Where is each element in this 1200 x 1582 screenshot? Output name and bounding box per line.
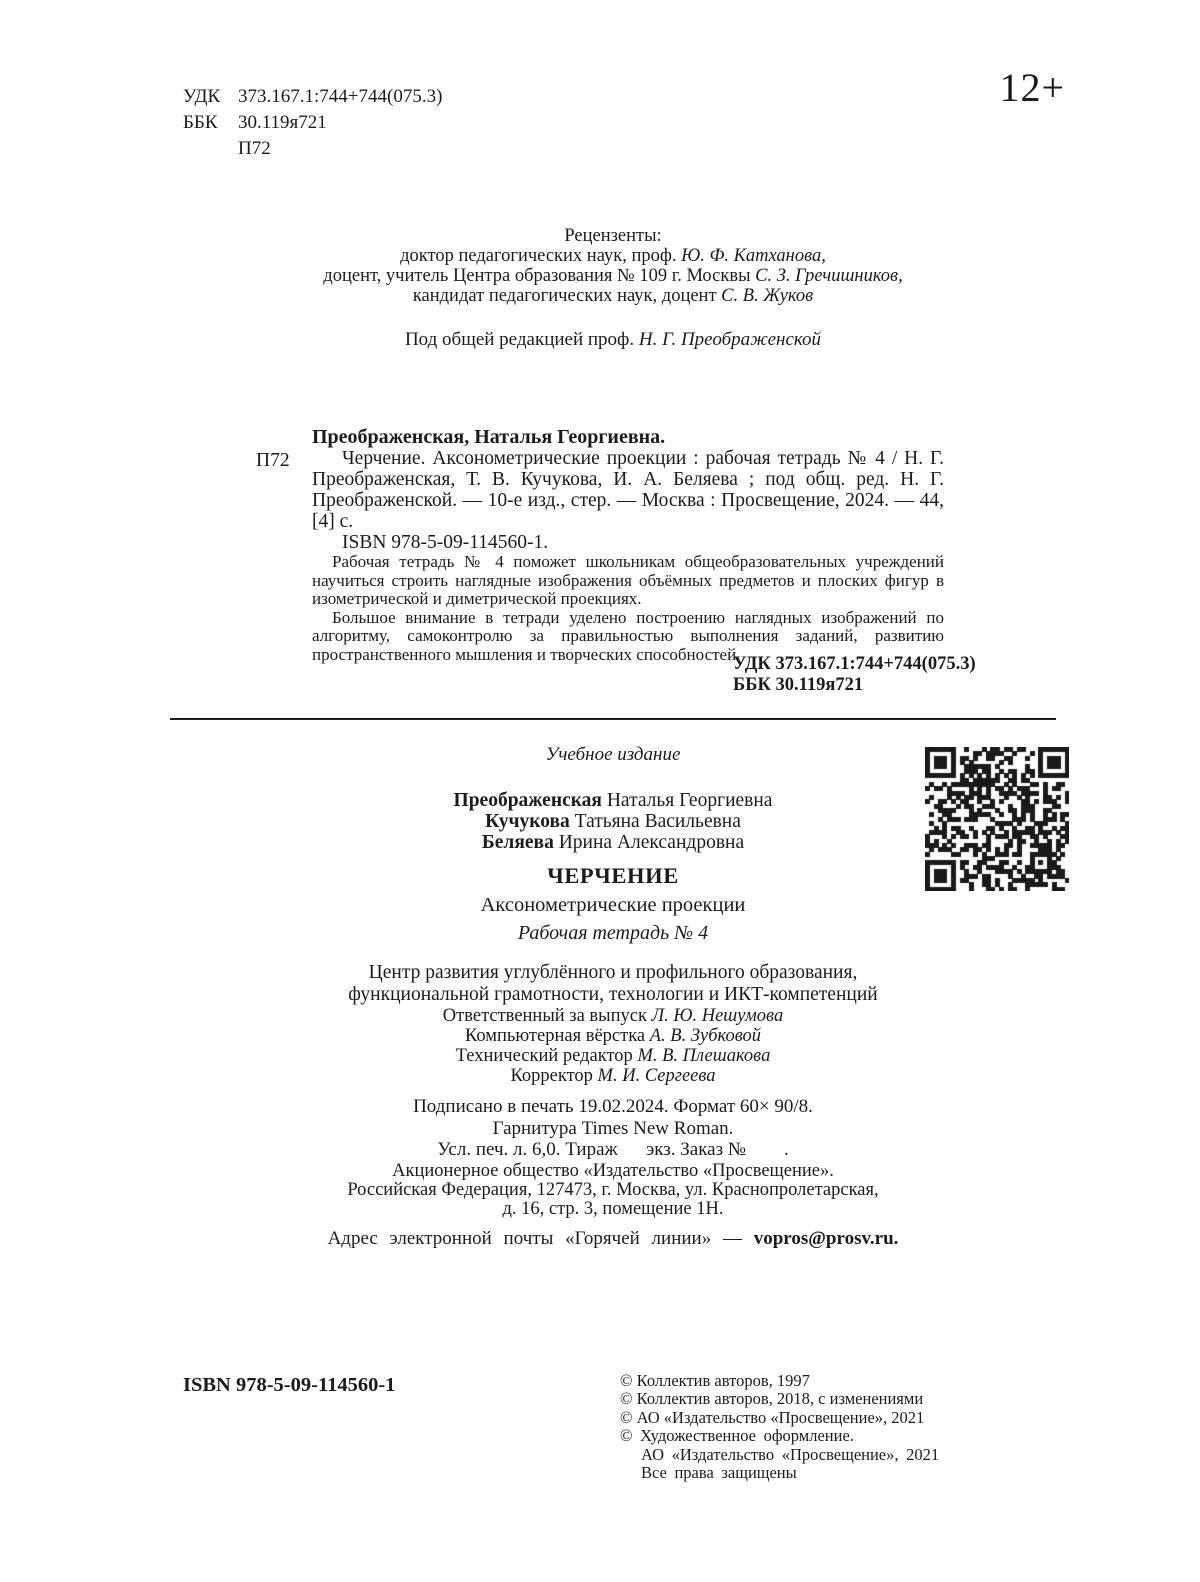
author-line bbox=[170, 811, 1056, 832]
copyright-line: © Коллектив авторов, 2018, с изменениями bbox=[620, 1389, 924, 1409]
qr-code bbox=[925, 747, 1069, 891]
divider-rule bbox=[170, 718, 1056, 720]
authors-code: П72 bbox=[238, 138, 271, 159]
author-given: Татьяна Васильевна bbox=[574, 811, 741, 832]
classification-codes bbox=[183, 84, 442, 162]
copyright-block bbox=[620, 1372, 939, 1482]
author-surname: Преображенская bbox=[453, 790, 602, 811]
udk-line: УДК 373.167.1:744+744(075.3) bbox=[733, 654, 976, 674]
author-given: Ирина Александровна bbox=[558, 832, 745, 853]
copyright-line: © Коллектив авторов, 1997 bbox=[620, 1371, 810, 1390]
editor-name: Н. Г. Преображенской bbox=[638, 329, 822, 350]
author-surname: Кучукова bbox=[485, 811, 570, 832]
catalog-card bbox=[312, 426, 944, 664]
reviewer-line: доктор педагогических наук, проф. Ю. Ф. Катханова, bbox=[400, 246, 826, 266]
author-line bbox=[170, 832, 1056, 853]
bbk-row bbox=[183, 110, 442, 136]
copyright-line: © Художественное оформление. bbox=[620, 1426, 854, 1446]
authors-code-row bbox=[183, 136, 442, 162]
general-editor-line: Под общей редакцией проф. Н. Г. Преображенской bbox=[404, 329, 822, 350]
annotation-paragraph: Большое внимание в тетради уделено построению наглядных изображений по алгоритму, самоконтролю за правильностью выполнения заданий, развитию пространственного мышления и творческих способностей. bbox=[312, 607, 944, 664]
staff-name: Л. Ю. Нешумова bbox=[651, 1006, 784, 1026]
publisher-line: Российская Федерация, 127473, г. Москва, ул. Краснопролетарская, bbox=[347, 1180, 879, 1200]
staff-line: Компьютерная вёрстка А. В. Зубковой bbox=[464, 1026, 762, 1046]
reviewer-line: доцент, учитель Центра образования № 109 г. Москвы С. З. Гречишников, bbox=[323, 266, 903, 286]
hotline-email: vopros@prosv.ru. bbox=[753, 1228, 899, 1249]
publisher-address bbox=[170, 1162, 1056, 1219]
catalog-card-isbn: ISBN 978-5-09-114560-1. bbox=[342, 532, 549, 553]
bbk-label: ББК bbox=[183, 112, 218, 133]
udk-bbk-block bbox=[733, 654, 976, 696]
print-line: Подписано в печать 19.02.2024. Формат 60× 90/8. bbox=[413, 1096, 813, 1117]
author-surname: Беляева bbox=[481, 832, 554, 853]
udk-value: 373.167.1:744+744(075.3) bbox=[238, 86, 443, 107]
reviewer-name: С. В. Жуков bbox=[721, 286, 814, 306]
catalog-card-author: Преображенская, Наталья Георгиевна. bbox=[312, 426, 666, 448]
reviewer-name: С. З. Гречишников, bbox=[755, 266, 903, 286]
print-line: Усл. печ. л. 6,0. Тираж экз. Заказ № . bbox=[437, 1139, 789, 1160]
age-rating-badge: 12+ bbox=[999, 65, 1065, 110]
print-line: Гарнитура Times New Roman. bbox=[492, 1117, 734, 1139]
department-block bbox=[170, 962, 1056, 1006]
staff-block bbox=[170, 1006, 1056, 1086]
edition-type: Учебное издание bbox=[545, 744, 681, 765]
authors-block bbox=[170, 790, 1056, 853]
reviewers-heading: Рецензенты: bbox=[564, 226, 662, 246]
staff-name: М. В. Плешакова bbox=[637, 1046, 771, 1066]
bbk-line: ББК 30.119я721 bbox=[733, 675, 864, 695]
book-title: ЧЕРЧЕНИЕ bbox=[547, 863, 679, 888]
staff-name: А. В. Зубковой bbox=[649, 1026, 762, 1046]
copyright-line: АО «Издательство «Просвещение», 2021 bbox=[641, 1444, 940, 1464]
staff-name: М. И. Сергеева bbox=[597, 1066, 716, 1086]
department-line: функциональной грамотности, технологии и ИКТ-компетенций bbox=[348, 984, 878, 1005]
reviewer-line: кандидат педагогических наук, доцент С. В. Жуков bbox=[412, 286, 814, 306]
author-line bbox=[170, 790, 1056, 811]
hotline-email-line: Адрес электронной почты «Горячей линии» — vopros@prosv.ru. bbox=[327, 1228, 899, 1249]
staff-line: Корректор М. И. Сергеева bbox=[510, 1066, 716, 1086]
publisher-line: Акционерное общество «Издательство «Просвещение». bbox=[392, 1161, 834, 1181]
print-info bbox=[170, 1096, 1056, 1161]
publisher-line: д. 16, стр. 3, помещение 1Н. bbox=[502, 1199, 724, 1219]
book-subtitle: Аксонометрические проекции bbox=[480, 894, 746, 916]
udk-label: УДК bbox=[183, 86, 221, 107]
department-line: Центр развития углублённого и профильного образования, bbox=[368, 962, 858, 983]
staff-line: Технический редактор М. В. Плешакова bbox=[455, 1046, 771, 1066]
catalog-card-description: Черчение. Аксонометрические проекции : рабочая тетрадь № 4 / Н. Г. Преображенская, Т. В. Кучукова, И. А. Беляева ; под общ. ред. Н. Г. Преображенской. — 10-е изд., стер. — Москва : Просвещение, 2024. — 44, [4] с. bbox=[312, 448, 944, 532]
copyright-line: © АО «Издательство «Просвещение», 2021 bbox=[620, 1407, 925, 1427]
annotation-paragraph: Рабочая тетрадь № 4 поможет школьникам общеобразовательных учреждений научиться строить наглядные изображения объёмных предметов и плоских фигур в изометрической и диметрической проекциях. bbox=[312, 552, 944, 608]
reviewers-section bbox=[170, 226, 1056, 306]
staff-line: Ответственный за выпуск Л. Ю. Нешумова bbox=[442, 1006, 784, 1026]
udk-row bbox=[183, 84, 442, 110]
footer-isbn: ISBN 978-5-09-114560-1 bbox=[183, 1374, 396, 1396]
copyright-line: Все права защищены bbox=[641, 1463, 797, 1483]
bbk-value: 30.119я721 bbox=[238, 112, 327, 133]
catalog-card-code: П72 bbox=[256, 450, 290, 471]
series-title: Рабочая тетрадь № 4 bbox=[517, 922, 709, 944]
reviewer-name: Ю. Ф. Катханова, bbox=[681, 246, 826, 266]
author-given: Наталья Георгиевна bbox=[606, 790, 773, 811]
